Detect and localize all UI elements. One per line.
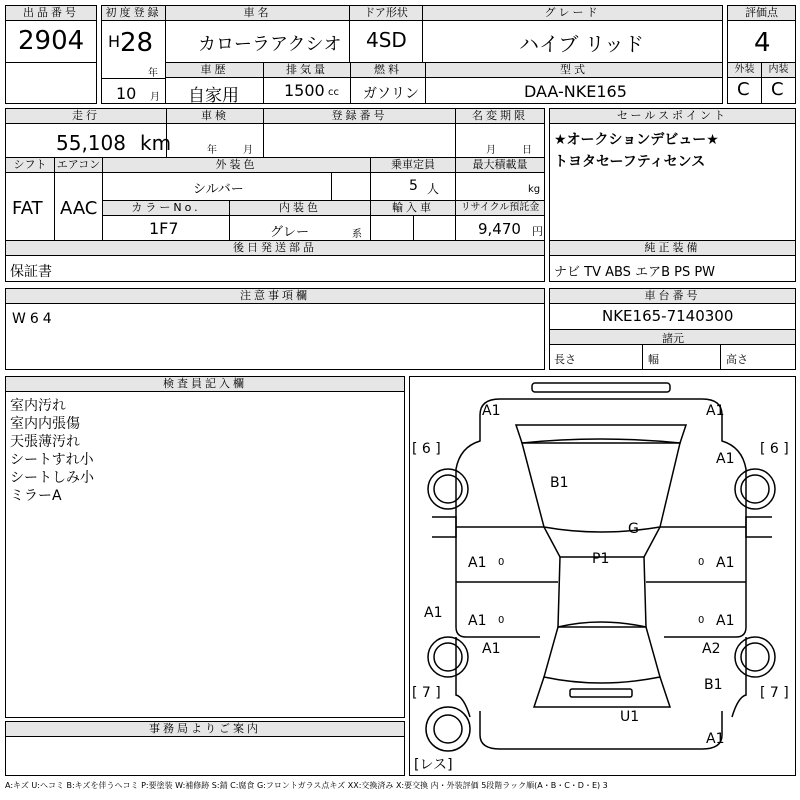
- capacity-unit: 人: [427, 182, 440, 196]
- car-diagram-box: [409, 376, 796, 776]
- chassis-label: 車台番号: [550, 289, 795, 304]
- later-shipment-value: 保証書: [10, 264, 52, 280]
- chassis-box: [549, 288, 796, 370]
- inspection-box: [166, 108, 264, 158]
- interior-color-unit: 系: [352, 229, 362, 240]
- office-box: [5, 721, 405, 776]
- tire-rear-left: [ 7 ]: [412, 685, 441, 701]
- year-value: 28: [120, 28, 154, 58]
- fuel-box: [350, 62, 426, 104]
- car-name-box: [165, 5, 350, 63]
- first-reg-label: 初度登録: [102, 6, 165, 21]
- month-unit: 月: [150, 92, 160, 103]
- name-change-label: 名変期限: [456, 109, 544, 124]
- max-load-unit: kg: [528, 184, 541, 195]
- sales-points-box: [549, 108, 796, 241]
- mark-a1-left-rocker: A1: [424, 605, 443, 621]
- reg-number-label: 登録番号: [264, 109, 455, 124]
- inspector-line-3: 天張薄汚れ: [10, 434, 80, 450]
- spare-tire: [レス]: [414, 757, 453, 773]
- ac-box: [54, 157, 103, 241]
- sales-point-line-1: ★オークションデビュー★: [554, 132, 719, 148]
- interior-color-value: グレー: [270, 225, 310, 240]
- color-box: [102, 157, 371, 201]
- car-diagram: [410, 377, 795, 775]
- mark-a1-right-door-front: A1: [716, 555, 735, 571]
- inspector-label: 検査員記入欄: [6, 377, 404, 392]
- reg-number-box: [263, 108, 456, 158]
- mark-a1-right-fender: A1: [716, 451, 735, 467]
- inspector-line-6: ミラーA: [10, 488, 62, 504]
- score-value: 4: [754, 28, 771, 58]
- recycle-label: リサイクル預託金: [456, 201, 544, 216]
- mark-a1-left-door-front: A1: [468, 555, 487, 571]
- equipment-label: 純正装備: [550, 241, 795, 256]
- door-value: 4SD: [366, 28, 407, 52]
- color-label: 外装色: [103, 158, 370, 173]
- inspection-label: 車検: [167, 109, 263, 124]
- notes-label: 注意事項欄: [6, 289, 544, 304]
- history-label: 車歴: [166, 63, 263, 78]
- damage-legend: A:キズ U:ヘコミ B:キズを伴うヘコミ P:要塗装 W:補修跡 S:錆 C:腐食 G:フロントガラス点キズ XX:交換済み X:要交換 内・外装評価 5段階ラック順(A・B・C・D・E) 3: [5, 781, 608, 790]
- inspector-line-1: 室内汚れ: [10, 398, 66, 414]
- year-unit: 年: [148, 68, 158, 79]
- mark-p1: P1: [592, 551, 610, 567]
- recycle-box: [455, 200, 545, 241]
- color-no-value: 1F7: [149, 219, 179, 238]
- mark-a1-top-right: A1: [706, 403, 725, 419]
- sales-point-line-2: トヨタセーフティセンス: [554, 154, 706, 170]
- svg-text:0: 0: [698, 557, 705, 568]
- mark-a1-bottom: A1: [706, 731, 725, 747]
- fuel-value: ガソリン: [363, 86, 419, 102]
- mark-a1-top-left: A1: [482, 403, 501, 419]
- displacement-unit: cc: [328, 87, 339, 98]
- interior-color-label: 内装色: [230, 201, 370, 216]
- color-no-label: カラーNo.: [103, 201, 229, 216]
- svg-text:0: 0: [698, 615, 705, 626]
- inspector-line-2: 室内内張傷: [10, 416, 80, 432]
- car-name-label: 車名: [166, 6, 349, 21]
- notes-box: [5, 288, 545, 370]
- inspector-box: [5, 376, 405, 718]
- recycle-unit: 円: [532, 225, 543, 238]
- dims-label: 諸元: [662, 332, 684, 345]
- mileage-value: 55,108: [56, 131, 126, 155]
- mark-b1-rear: B1: [704, 677, 723, 693]
- score-box: [727, 5, 796, 63]
- history-box: [165, 62, 264, 104]
- shift-label: シフト: [6, 158, 54, 173]
- inspector-line-5: シートしみ小: [10, 470, 94, 486]
- car-name-value: カローラアクシオ: [198, 34, 342, 55]
- mileage-unit: km: [140, 131, 172, 155]
- grade-box: [422, 5, 723, 63]
- office-label: 事務局よりご案内: [6, 722, 404, 737]
- grade-label: グレード: [423, 6, 722, 21]
- dims-height: 高さ: [726, 353, 748, 366]
- model-box: [425, 62, 723, 104]
- model-label: 型式: [426, 63, 722, 78]
- tire-front-left: [ 6 ]: [412, 441, 441, 457]
- door-box: [349, 5, 423, 63]
- ac-value: AAC: [60, 198, 98, 219]
- recycle-value: 9,470: [478, 220, 521, 238]
- exterior-grade-box: [727, 62, 762, 104]
- mileage-label: 走行: [6, 109, 166, 124]
- notes-value: W64: [12, 311, 56, 327]
- name-change-day-unit: 日: [522, 145, 532, 156]
- month-value: 10: [116, 84, 137, 103]
- later-shipment-label: 後日発送部品: [6, 241, 544, 256]
- history-value: 自家用: [188, 86, 239, 106]
- mileage-box: [5, 108, 172, 158]
- max-load-box: [455, 157, 545, 201]
- lot-blank-box: [5, 62, 97, 104]
- capacity-value: 5: [409, 178, 418, 194]
- equipment-value: ナビ TV ABS エアB PS PW: [554, 265, 716, 280]
- displacement-label: 排気量: [264, 63, 350, 78]
- color-no-box: [102, 200, 230, 241]
- later-shipment-box: [5, 240, 545, 282]
- svg-text:0: 0: [498, 615, 505, 626]
- exterior-grade-label: 外装: [728, 63, 761, 78]
- shift-box: [5, 157, 55, 241]
- name-change-month-unit: 月: [486, 145, 496, 156]
- lot-number-label: 出品番号: [6, 6, 96, 21]
- color-value: シルバー: [193, 182, 244, 197]
- inspection-year-unit: 年: [207, 145, 217, 156]
- era-value: H: [108, 32, 121, 51]
- import-box: [370, 200, 456, 241]
- dims-width: 幅: [648, 353, 659, 366]
- door-label: ドア形状: [350, 6, 422, 21]
- mark-g: G: [628, 521, 639, 537]
- capacity-label: 乗車定員: [371, 158, 455, 173]
- sales-points-label: セールスポイント: [550, 109, 795, 124]
- svg-text:0: 0: [498, 557, 505, 568]
- interior-grade-label: 内装: [762, 63, 795, 78]
- displacement-box: [263, 62, 351, 104]
- mark-u1: U1: [620, 709, 640, 725]
- first-reg-box: [101, 5, 166, 104]
- score-label: 評価点: [728, 6, 795, 21]
- dims-length: 長さ: [554, 353, 576, 366]
- interior-grade-value: C: [771, 79, 784, 100]
- displacement-value: 1500: [284, 81, 325, 100]
- mark-b1: B1: [550, 475, 569, 491]
- chassis-value: NKE165-7140300: [602, 307, 734, 325]
- mark-a2-right: A2: [702, 641, 721, 657]
- grade-value: ハイブ リッド: [519, 32, 644, 56]
- exterior-grade-value: C: [737, 79, 750, 100]
- capacity-box: [370, 157, 456, 201]
- max-load-label: 最大積載量: [456, 158, 544, 173]
- inspection-month-unit: 月: [243, 145, 253, 156]
- inspector-line-4: シートすれ小: [10, 452, 94, 468]
- mark-a1-left-door-rear: A1: [468, 613, 487, 629]
- fuel-label: 燃料: [351, 63, 425, 78]
- mark-a1-left-quarter: A1: [482, 641, 501, 657]
- interior-grade-box: [761, 62, 796, 104]
- tire-front-right: [ 6 ]: [760, 441, 789, 457]
- ac-label: エアコン: [56, 158, 101, 171]
- interior-color-box: [229, 200, 371, 241]
- mark-a1-right-door-rear: A1: [716, 613, 735, 629]
- equipment-box: [549, 240, 796, 282]
- shift-value: FAT: [12, 198, 43, 219]
- lot-number-box: [5, 5, 97, 63]
- name-change-box: [455, 108, 545, 158]
- tire-rear-right: [ 7 ]: [760, 685, 789, 701]
- model-value: DAA-NKE165: [524, 82, 627, 101]
- import-label: 輸入車: [371, 201, 455, 216]
- lot-number-value: 2904: [18, 26, 85, 56]
